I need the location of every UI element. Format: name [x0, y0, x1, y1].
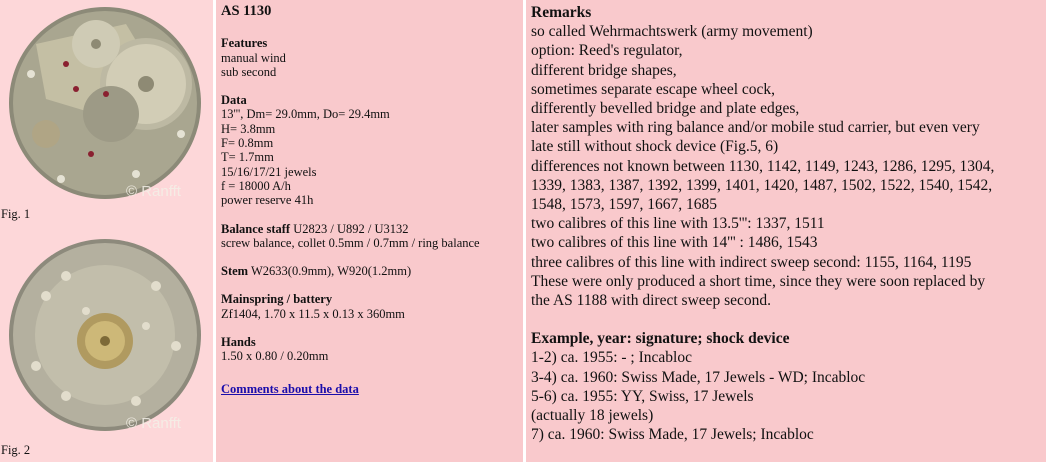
example-line: 3-4) ca. 1960: Swiss Made, 17 Jewels - WD; Incabloc — [531, 368, 866, 386]
figures-column — [0, 0, 213, 462]
remark-line: 1339, 1383, 1387, 1392, 1399, 1401, 1420, 1487, 1502, 1522, 1540, 1542, — [531, 176, 993, 194]
example-line: 1-2) ca. 1955: - ; Incabloc — [531, 349, 692, 367]
remarks-column — [526, 0, 1046, 462]
movement-photo-2 — [6, 236, 204, 434]
comments-link[interactable]: Comments about the data — [221, 381, 359, 396]
remark-line: the AS 1188 with direct sweep second. — [531, 292, 772, 310]
remark-line: sometimes separate escape wheel cock, — [531, 80, 776, 98]
example-heading: Example, year: signature; shock device — [531, 330, 790, 348]
remark-line: so called Wehrmachtswerk (army movement) — [531, 23, 813, 41]
hands-heading: Hands — [221, 335, 256, 350]
remark-line: late still without shock device (Fig.5, 6) — [531, 138, 779, 156]
data-heading: Data — [221, 93, 247, 108]
figure-2-caption: Fig. 2 — [1, 443, 31, 457]
calibre-title: AS 1130 — [221, 3, 272, 19]
mainspring-value: Zf1404, 1.70 x 11.5 x 0.13 x 360mm — [221, 306, 405, 321]
watermark-1: © Ranfft — [126, 183, 181, 200]
stem-refs: W2633(0.9mm), W920(1.2mm) — [250, 264, 412, 279]
data-line: F= 0.8mm — [221, 136, 274, 151]
hands-value: 1.50 x 0.80 / 0.20mm — [221, 349, 329, 364]
feature-item: manual wind — [221, 50, 286, 65]
balance-section — [221, 222, 521, 251]
remark-line: These were only produced a short time, since they were soon replaced by — [531, 272, 986, 290]
data-line: f = 18000 A/h — [221, 178, 291, 193]
remark-line: two calibres of this line with 13.5''': 1337, 1511 — [531, 215, 825, 233]
stem-section — [221, 264, 521, 278]
mainspring-section — [221, 292, 521, 321]
remark-line: option: Reed's regulator, — [531, 42, 683, 60]
remark-line: two calibres of this line with 14''' : 1486, 1543 — [531, 234, 818, 252]
remark-line: different bridge shapes, — [531, 61, 677, 79]
remark-line: three calibres of this line with indirect sweep second: 1155, 1164, 1195 — [531, 253, 972, 271]
data-line: 13''', Dm= 29.0mm, Do= 29.4mm — [221, 107, 390, 122]
remark-line: differently bevelled bridge and plate edges, — [531, 100, 800, 118]
movement-photo-1 — [6, 4, 204, 202]
example-line: 5-6) ca. 1955: YY, Swiss, 17 Jewels — [531, 387, 754, 405]
data-line: H= 3.8mm — [221, 121, 276, 136]
remark-line: later samples with ring balance and/or mobile stud carrier, but even very — [531, 119, 980, 137]
mainspring-heading: Mainspring / battery — [221, 292, 333, 307]
watermark-2: © Ranfft — [126, 415, 181, 432]
features-section — [221, 36, 521, 79]
hands-section — [221, 335, 521, 364]
remark-line: 1548, 1573, 1597, 1667, 1685 — [531, 196, 717, 214]
figure-1-caption: Fig. 1 — [1, 207, 31, 221]
data-line: 15/16/17/21 jewels — [221, 164, 317, 179]
balance-heading: Balance staff — [221, 221, 291, 236]
data-line: T= 1.7mm — [221, 150, 274, 165]
balance-refs: U2823 / U892 / U3132 — [293, 221, 409, 236]
data-section — [221, 93, 521, 207]
example-line: (actually 18 jewels) — [531, 407, 654, 425]
balance-detail: screw balance, collet 0.5mm / 0.7mm / ring balance — [221, 235, 480, 250]
stem-heading: Stem — [221, 264, 249, 279]
features-heading: Features — [221, 36, 268, 51]
feature-item: sub second — [221, 64, 277, 79]
data-column — [216, 0, 523, 462]
remark-line: differences not known between 1130, 1142, 1149, 1243, 1286, 1295, 1304, — [531, 157, 995, 175]
remarks-heading: Remarks — [531, 4, 592, 21]
example-line: 7) ca. 1960: Swiss Made, 17 Jewels; Incabloc — [531, 426, 814, 444]
data-line: power reserve 41h — [221, 193, 314, 208]
